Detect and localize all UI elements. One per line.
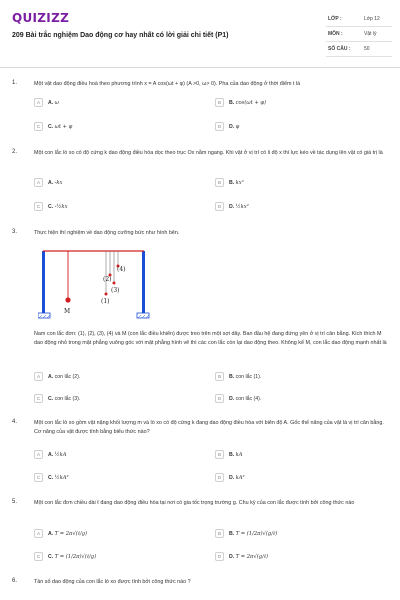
option-value: con lắc (4). — [235, 395, 262, 402]
option-value: ½kA — [54, 451, 67, 458]
option-value: ½kx² — [235, 203, 249, 210]
page-header — [0, 0, 400, 68]
option-letter-box: A — [34, 529, 43, 538]
pendulum-diagram — [38, 245, 158, 325]
option-1c[interactable]: C C. ωt + φ — [34, 122, 184, 132]
option-5a[interactable]: A A. T = 2π√(ℓ/g) — [34, 529, 184, 539]
question-number: 1. — [12, 80, 18, 86]
option-2b[interactable]: B B. kx² — [215, 178, 365, 188]
option-value: cos(ωt + φ) — [235, 99, 266, 106]
option-letter-box: C — [34, 394, 43, 403]
option-letter-box: D — [215, 394, 224, 403]
option-5d[interactable]: D D. T = 2π√(g/ℓ) — [215, 552, 365, 562]
option-value: T = (1/2π)√(g/ℓ) — [235, 530, 278, 537]
question-text-continued: Nam con lắc đơn: (1), (2), (3), (4) và M (con lắc điều khiển) được treo trên một sợi dây. Ban đầu hệ đang đứng yên ở vị trí cân bằng. Kích thích M dao động nhỏ trong mặt phẳng vuông góc với mặt phẳng hình vẽ thì các con lắc còn lại dao động theo. Không kể M, con lắc dao động mạnh nhất là — [34, 331, 387, 346]
option-1a[interactable]: A A. ω — [34, 98, 184, 108]
option-value: T = (1/2π)√(ℓ/g) — [54, 553, 97, 560]
option-3d[interactable]: D D. con lắc (4). — [215, 394, 365, 404]
option-letter-box: D — [215, 202, 224, 211]
right-post — [142, 251, 145, 313]
question-number: 2. — [12, 149, 18, 155]
question-number: 5. — [12, 499, 18, 505]
option-5c[interactable]: C C. T = (1/2π)√(ℓ/g) — [34, 552, 184, 562]
pendulum-3-bob — [113, 282, 116, 285]
option-1d[interactable]: D D. φ — [215, 122, 365, 132]
option-letter-box: B — [215, 98, 224, 107]
option-5b[interactable]: B B. T = (1/2π)√(g/ℓ) — [215, 529, 365, 539]
option-value: ½kA² — [54, 474, 69, 481]
option-letter-box: C — [34, 202, 43, 211]
label-4: (4) — [117, 266, 126, 273]
label-1: (1) — [101, 298, 110, 305]
option-letter-box: C — [34, 473, 43, 482]
option-value: con lắc (2). — [54, 373, 81, 380]
option-4a[interactable]: A A. ½kA — [34, 450, 184, 460]
option-letter-box: C — [34, 552, 43, 561]
option-4b[interactable]: B B. kA — [215, 450, 365, 460]
option-4d[interactable]: D D. kA² — [215, 473, 365, 483]
meta-key: LỚP : — [328, 16, 342, 22]
quizizz-logo: QUIZIZZ — [12, 11, 70, 25]
meta-row-subject — [326, 27, 392, 42]
option-letter-box: B — [215, 178, 224, 187]
option-4c[interactable]: C C. ½kA² — [34, 473, 184, 483]
option-letter-box: A — [34, 98, 43, 107]
option-value: -½kx — [54, 203, 68, 210]
question-text: Một con lắc đơn chiều dài ℓ đang dao động điều hòa tại nơi có gia tốc trọng trường g. Chu kỳ của con lắc được tính bởi công thức nào — [34, 500, 355, 506]
option-value: ωt + φ — [54, 123, 73, 130]
question-text: Một con lắc lò xo có độ cứng k dao động điều hòa dọc theo trục Ox nằm ngang. Khi vật ở vị trí có li độ x thì lực kéo về tác dụng lên vật có giá trị là — [34, 150, 383, 156]
option-letter-box: D — [215, 122, 224, 131]
document-title: 209 Bài trắc nghiệm Dao động cơ hay nhất có lời giải chi tiết (P1) — [12, 32, 229, 39]
option-letter-box: A — [34, 178, 43, 187]
option-2c[interactable]: C C. -½kx — [34, 202, 184, 212]
option-3c[interactable]: C C. con lắc (3). — [34, 394, 184, 404]
option-value: kA — [235, 451, 243, 458]
option-value: con lắc (1). — [235, 373, 262, 380]
option-3b[interactable]: B B. con lắc (1). — [215, 372, 365, 382]
label-3: (3) — [111, 287, 120, 294]
label-m: M — [64, 308, 71, 315]
meta-key: SỐ CÂU : — [328, 46, 351, 52]
option-letter-box: D — [215, 473, 224, 482]
option-3a[interactable]: A A. con lắc (2). — [34, 372, 184, 382]
option-value: T = 2π√(g/ℓ) — [235, 553, 269, 560]
question-text: Thực hiện thí nghiệm về dao động cưỡng bức như hình bên. — [34, 230, 180, 236]
option-letter-box: B — [215, 529, 224, 538]
question-number: 3. — [12, 229, 18, 235]
question-text: Tần số dao động của con lắc lò xo được tính bởi công thức nào ? — [34, 579, 191, 585]
meta-key: MÔN : — [328, 31, 343, 37]
option-letter-box: B — [215, 372, 224, 381]
pendulum-1-bob — [105, 293, 108, 296]
option-2d[interactable]: D D. ½kx² — [215, 202, 365, 212]
option-letter-box: B — [215, 450, 224, 459]
meta-value: 50 — [364, 46, 370, 52]
meta-row-count — [326, 42, 392, 57]
meta-value: Vật lý — [364, 31, 377, 37]
option-letter-box: C — [34, 122, 43, 131]
option-value: -kx — [54, 179, 63, 186]
meta-value: Lớp 12 — [364, 16, 380, 22]
label-2: (2) — [103, 276, 112, 283]
option-value: ω — [54, 99, 59, 106]
option-letter-box: D — [215, 552, 224, 561]
meta-table — [326, 12, 392, 57]
option-1b[interactable]: B B. cos(ωt + φ) — [215, 98, 365, 108]
question-text: Một vật dao động điều hoà theo phương trình x = A cos(ωt + φ) (A >0, ω> 0). Pha của dao động ở thời điểm t là — [34, 81, 301, 87]
option-value: kA² — [235, 474, 245, 481]
option-value: φ — [235, 123, 240, 130]
option-2a[interactable]: A A. -kx — [34, 178, 184, 188]
question-number: 4. — [12, 419, 18, 425]
option-letter-box: A — [34, 450, 43, 459]
option-letter-box: A — [34, 372, 43, 381]
pendulum-m-bob — [65, 297, 70, 302]
left-post — [42, 251, 45, 313]
option-value: kx² — [235, 179, 244, 186]
question-text: Một con lắc lò xo gồm vật nặng khối lượng m và lò xo có độ cứng k đang dao động điều hòa với biên độ A. Gốc thế năng của vật là vị trí cân bằng. Cơ năng của vật được tính bằng biểu thức nào? — [34, 420, 384, 435]
option-value: T = 2π√(ℓ/g) — [54, 530, 88, 537]
meta-row-class — [326, 12, 392, 27]
option-value: con lắc (3). — [54, 395, 81, 402]
question-number: 6. — [12, 578, 18, 584]
